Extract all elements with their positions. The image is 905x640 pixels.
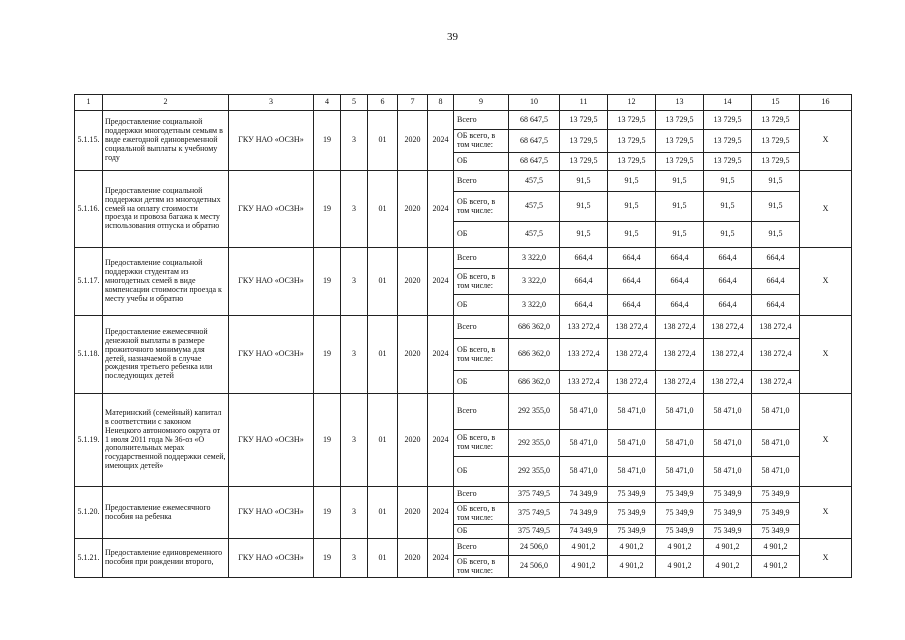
table-row (75, 539, 852, 556)
amount-cell: 74 349,9 (560, 525, 608, 539)
col-5-value: 3 (341, 248, 368, 316)
amount-cell: 138 272,4 (656, 339, 704, 371)
item-name: Предоставление ежемесячной денежной выплаты в размере прожиточного минимума для детей, назначаемой в случае рождения третьего ребенка или последующих детей (103, 316, 229, 394)
col-6-value: 01 (368, 248, 398, 316)
col-4-value: 19 (314, 248, 341, 316)
amount-cell: 664,4 (704, 295, 752, 316)
amount-cell: 75 349,9 (656, 525, 704, 539)
table-row (75, 487, 852, 503)
amount-cell: 58 471,0 (560, 394, 608, 430)
responsible-org: ГКУ НАО «ОСЗН» (229, 316, 314, 394)
funding-source: Всего (454, 248, 509, 269)
amount-cell: 58 471,0 (656, 394, 704, 430)
funding-source: ОБ всего, в том числе: (454, 192, 509, 222)
col-16-value: Х (800, 248, 852, 316)
funding-source: ОБ (454, 153, 509, 171)
amount-cell: 138 272,4 (704, 316, 752, 339)
amount-cell: 58 471,0 (608, 457, 656, 487)
col-6-value: 01 (368, 394, 398, 487)
funding-source: ОБ (454, 222, 509, 248)
table-row (75, 111, 852, 130)
item-name: Предоставление социальной поддержки студентам из многодетных семей в виде компенсации стоимости проезда к месту учебы и обратно (103, 248, 229, 316)
column-header: 8 (428, 95, 454, 111)
end-year: 2024 (428, 539, 454, 578)
amount-cell: 664,4 (608, 248, 656, 269)
col-5-value: 3 (341, 316, 368, 394)
col-4-value: 19 (314, 539, 341, 578)
amount-cell: 375 749,5 (509, 503, 560, 525)
amount-cell: 375 749,5 (509, 525, 560, 539)
amount-cell: 74 349,9 (560, 487, 608, 503)
amount-cell: 138 272,4 (704, 371, 752, 394)
amount-cell: 13 729,5 (704, 153, 752, 171)
amount-cell: 292 355,0 (509, 430, 560, 457)
amount-cell: 664,4 (560, 295, 608, 316)
amount-cell: 457,5 (509, 171, 560, 192)
column-header: 14 (704, 95, 752, 111)
amount-cell: 91,5 (656, 192, 704, 222)
amount-cell: 13 729,5 (608, 153, 656, 171)
amount-cell: 4 901,2 (560, 556, 608, 578)
amount-cell: 75 349,9 (656, 503, 704, 525)
amount-cell: 686 362,0 (509, 339, 560, 371)
start-year: 2020 (398, 394, 428, 487)
amount-cell: 4 901,2 (656, 556, 704, 578)
col-16-value: Х (800, 394, 852, 487)
amount-cell: 58 471,0 (752, 430, 800, 457)
amount-cell: 13 729,5 (656, 130, 704, 153)
amount-cell: 3 322,0 (509, 295, 560, 316)
amount-cell: 138 272,4 (656, 316, 704, 339)
amount-cell: 75 349,9 (608, 503, 656, 525)
amount-cell: 133 272,4 (560, 316, 608, 339)
funding-source: ОБ (454, 525, 509, 539)
column-header: 16 (800, 95, 852, 111)
funding-source: ОБ всего, в том числе: (454, 556, 509, 578)
responsible-org: ГКУ НАО «ОСЗН» (229, 111, 314, 171)
amount-cell: 664,4 (752, 248, 800, 269)
amount-cell: 3 322,0 (509, 248, 560, 269)
amount-cell: 58 471,0 (608, 394, 656, 430)
amount-cell: 13 729,5 (704, 130, 752, 153)
amount-cell: 58 471,0 (656, 457, 704, 487)
responsible-org: ГКУ НАО «ОСЗН» (229, 394, 314, 487)
end-year: 2024 (428, 248, 454, 316)
amount-cell: 68 647,5 (509, 153, 560, 171)
col-6-value: 01 (368, 539, 398, 578)
program-table (74, 94, 852, 578)
amount-cell: 91,5 (704, 222, 752, 248)
amount-cell: 75 349,9 (608, 487, 656, 503)
amount-cell: 91,5 (656, 171, 704, 192)
amount-cell: 138 272,4 (608, 316, 656, 339)
amount-cell: 686 362,0 (509, 371, 560, 394)
item-name: Предоставление единовременного пособия при рождении второго, (103, 539, 229, 578)
col-16-value: Х (800, 171, 852, 248)
col-6-value: 01 (368, 111, 398, 171)
amount-cell: 58 471,0 (560, 457, 608, 487)
funding-source: ОБ (454, 295, 509, 316)
funding-source: ОБ всего, в том числе: (454, 269, 509, 295)
column-header: 11 (560, 95, 608, 111)
table-row (75, 171, 852, 192)
item-code: 5.1.20. (75, 487, 103, 539)
amount-cell: 457,5 (509, 192, 560, 222)
amount-cell: 91,5 (608, 222, 656, 248)
column-header: 10 (509, 95, 560, 111)
amount-cell: 138 272,4 (656, 371, 704, 394)
amount-cell: 74 349,9 (560, 503, 608, 525)
start-year: 2020 (398, 539, 428, 578)
amount-cell: 75 349,9 (656, 487, 704, 503)
amount-cell: 91,5 (752, 192, 800, 222)
column-header: 12 (608, 95, 656, 111)
col-16-value: Х (800, 487, 852, 539)
responsible-org: ГКУ НАО «ОСЗН» (229, 248, 314, 316)
col-16-value: Х (800, 539, 852, 578)
amount-cell: 58 471,0 (752, 457, 800, 487)
amount-cell: 138 272,4 (608, 339, 656, 371)
amount-cell: 664,4 (608, 295, 656, 316)
amount-cell: 58 471,0 (656, 430, 704, 457)
amount-cell: 4 901,2 (704, 556, 752, 578)
funding-source: Всего (454, 487, 509, 503)
amount-cell: 664,4 (656, 248, 704, 269)
column-header: 3 (229, 95, 314, 111)
amount-cell: 133 272,4 (560, 371, 608, 394)
amount-cell: 4 901,2 (608, 539, 656, 556)
item-name: Предоставление ежемесячного пособия на ребенка (103, 487, 229, 539)
item-code: 5.1.19. (75, 394, 103, 487)
amount-cell: 75 349,9 (752, 487, 800, 503)
item-code: 5.1.15. (75, 111, 103, 171)
amount-cell: 13 729,5 (560, 111, 608, 130)
start-year: 2020 (398, 171, 428, 248)
amount-cell: 58 471,0 (704, 394, 752, 430)
col-4-value: 19 (314, 487, 341, 539)
amount-cell: 664,4 (608, 269, 656, 295)
amount-cell: 58 471,0 (752, 394, 800, 430)
amount-cell: 13 729,5 (752, 111, 800, 130)
responsible-org: ГКУ НАО «ОСЗН» (229, 487, 314, 539)
col-4-value: 19 (314, 316, 341, 394)
amount-cell: 68 647,5 (509, 111, 560, 130)
amount-cell: 91,5 (560, 171, 608, 192)
column-header: 5 (341, 95, 368, 111)
responsible-org: ГКУ НАО «ОСЗН» (229, 539, 314, 578)
amount-cell: 4 901,2 (656, 539, 704, 556)
col-5-value: 3 (341, 171, 368, 248)
amount-cell: 13 729,5 (560, 130, 608, 153)
amount-cell: 138 272,4 (704, 339, 752, 371)
amount-cell: 138 272,4 (752, 316, 800, 339)
end-year: 2024 (428, 487, 454, 539)
amount-cell: 75 349,9 (608, 525, 656, 539)
amount-cell: 13 729,5 (656, 153, 704, 171)
amount-cell: 91,5 (608, 192, 656, 222)
amount-cell: 292 355,0 (509, 457, 560, 487)
amount-cell: 457,5 (509, 222, 560, 248)
amount-cell: 4 901,2 (752, 556, 800, 578)
amount-cell: 91,5 (704, 171, 752, 192)
amount-cell: 91,5 (752, 171, 800, 192)
amount-cell: 4 901,2 (752, 539, 800, 556)
amount-cell: 24 506,0 (509, 539, 560, 556)
funding-source: Всего (454, 394, 509, 430)
amount-cell: 664,4 (704, 248, 752, 269)
col-16-value: Х (800, 111, 852, 171)
amount-cell: 13 729,5 (608, 111, 656, 130)
end-year: 2024 (428, 171, 454, 248)
column-header: 2 (103, 95, 229, 111)
column-header: 15 (752, 95, 800, 111)
funding-source: Всего (454, 539, 509, 556)
amount-cell: 292 355,0 (509, 394, 560, 430)
amount-cell: 75 349,9 (752, 503, 800, 525)
table-row (75, 248, 852, 269)
amount-cell: 75 349,9 (752, 525, 800, 539)
amount-cell: 138 272,4 (608, 371, 656, 394)
amount-cell: 13 729,5 (560, 153, 608, 171)
funding-source: Всего (454, 111, 509, 130)
column-header: 9 (454, 95, 509, 111)
funding-source: ОБ всего, в том числе: (454, 430, 509, 457)
funding-source: Всего (454, 316, 509, 339)
col-6-value: 01 (368, 487, 398, 539)
amount-cell: 133 272,4 (560, 339, 608, 371)
amount-cell: 686 362,0 (509, 316, 560, 339)
start-year: 2020 (398, 316, 428, 394)
end-year: 2024 (428, 316, 454, 394)
amount-cell: 58 471,0 (560, 430, 608, 457)
amount-cell: 138 272,4 (752, 371, 800, 394)
item-name: Материнский (семейный) капитал в соответствии с законом Ненецкого автономного округа от 1 июля 2011 года № 36-оз «О дополнительных мерах государственной поддержки семей, имеющих детей» (103, 394, 229, 487)
col-5-value: 3 (341, 539, 368, 578)
col-16-value: Х (800, 316, 852, 394)
funding-source: ОБ (454, 371, 509, 394)
end-year: 2024 (428, 394, 454, 487)
amount-cell: 91,5 (560, 192, 608, 222)
col-4-value: 19 (314, 171, 341, 248)
page-number: 39 (447, 31, 458, 43)
end-year: 2024 (428, 111, 454, 171)
amount-cell: 4 901,2 (608, 556, 656, 578)
amount-cell: 664,4 (704, 269, 752, 295)
column-header: 6 (368, 95, 398, 111)
amount-cell: 91,5 (608, 171, 656, 192)
col-4-value: 19 (314, 394, 341, 487)
amount-cell: 664,4 (656, 269, 704, 295)
item-code: 5.1.17. (75, 248, 103, 316)
amount-cell: 58 471,0 (704, 430, 752, 457)
col-6-value: 01 (368, 316, 398, 394)
amount-cell: 13 729,5 (656, 111, 704, 130)
amount-cell: 664,4 (752, 295, 800, 316)
responsible-org: ГКУ НАО «ОСЗН» (229, 171, 314, 248)
amount-cell: 91,5 (560, 222, 608, 248)
start-year: 2020 (398, 248, 428, 316)
amount-cell: 4 901,2 (704, 539, 752, 556)
col-4-value: 19 (314, 111, 341, 171)
amount-cell: 75 349,9 (704, 525, 752, 539)
funding-source: ОБ (454, 457, 509, 487)
column-header: 13 (656, 95, 704, 111)
header-row (75, 95, 852, 111)
amount-cell: 24 506,0 (509, 556, 560, 578)
funding-source: Всего (454, 171, 509, 192)
amount-cell: 13 729,5 (704, 111, 752, 130)
column-header: 4 (314, 95, 341, 111)
amount-cell: 13 729,5 (752, 153, 800, 171)
item-code: 5.1.21. (75, 539, 103, 578)
funding-source: ОБ всего, в том числе: (454, 339, 509, 371)
amount-cell: 68 647,5 (509, 130, 560, 153)
amount-cell: 138 272,4 (752, 339, 800, 371)
item-code: 5.1.16. (75, 171, 103, 248)
start-year: 2020 (398, 487, 428, 539)
column-header: 1 (75, 95, 103, 111)
amount-cell: 4 901,2 (560, 539, 608, 556)
amount-cell: 13 729,5 (608, 130, 656, 153)
column-header: 7 (398, 95, 428, 111)
table-row (75, 316, 852, 339)
amount-cell: 664,4 (560, 269, 608, 295)
amount-cell: 3 322,0 (509, 269, 560, 295)
item-code: 5.1.18. (75, 316, 103, 394)
amount-cell: 91,5 (704, 192, 752, 222)
amount-cell: 58 471,0 (704, 457, 752, 487)
amount-cell: 91,5 (752, 222, 800, 248)
table-row (75, 394, 852, 430)
amount-cell: 58 471,0 (608, 430, 656, 457)
item-name: Предоставление социальной поддержки детям из многодетных семей на оплату стоимости проезда и провоза багажа к месту использования отпуска и обратно (103, 171, 229, 248)
amount-cell: 13 729,5 (752, 130, 800, 153)
amount-cell: 75 349,9 (704, 503, 752, 525)
funding-source: ОБ всего, в том числе: (454, 503, 509, 525)
item-name: Предоставление социальной поддержки многодетным семьям в виде ежегодной единовременной социальной выплаты к учебному году (103, 111, 229, 171)
col-6-value: 01 (368, 171, 398, 248)
amount-cell: 664,4 (656, 295, 704, 316)
col-5-value: 3 (341, 487, 368, 539)
start-year: 2020 (398, 111, 428, 171)
amount-cell: 375 749,5 (509, 487, 560, 503)
amount-cell: 664,4 (752, 269, 800, 295)
amount-cell: 75 349,9 (704, 487, 752, 503)
amount-cell: 91,5 (656, 222, 704, 248)
amount-cell: 664,4 (560, 248, 608, 269)
col-5-value: 3 (341, 394, 368, 487)
funding-source: ОБ всего, в том числе: (454, 130, 509, 153)
col-5-value: 3 (341, 111, 368, 171)
